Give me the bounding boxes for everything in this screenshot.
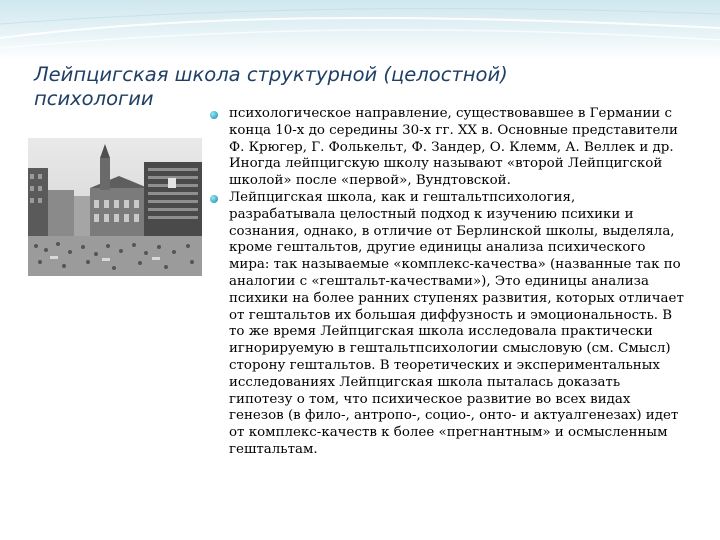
bullet-dot-icon xyxy=(210,111,218,119)
list-item xyxy=(208,106,684,190)
wave-decoration-icon xyxy=(0,0,720,60)
list-item xyxy=(208,190,684,459)
bullet-list xyxy=(208,106,684,459)
bullet-list-area xyxy=(208,106,684,459)
city-square-photo-icon xyxy=(28,138,202,276)
slide-title: Лейпцигская школа структурной (целостной) психологии xyxy=(34,63,508,110)
bullet-text: психологическое направление, существовавшее в Германии с конца 10-х до середины 30-х гг. XX в. Основные представители Ф. Крюгер, Г. Фолькельт, Ф. Зандер, О. Клемм, А. Веллек и др. Иногда лейпцигскую школу называют «второй Лейпцигской школой» после «первой», Вундтовской. xyxy=(229,106,678,189)
bullet-text: Лейпцигская школа, как и гештальтпсихология, разрабатывала целостный подход к изучению психики и сознания, однако, в отличие от Берлинской школы, выделяла, кроме гештальтов, другие единицы анализа психического мира: так называемые «комплекс-качества» (названные так по аналогии с «гештальт-качествами»), Это единицы анализа психики на более ранних ступенях развития, которых отличает от гештальтов их большая диффузность и эмоциональность. В то же время Лейпцигская школа исследовала практически игнорируемую в гештальтпсихологии смысловую (см. Смысл) сторону гештальтов. В теоретических и экспериментальных исследованиях Лейпцигская школа пыталась доказать гипотезу о том, что психическое развитие во всех видах генезов (в фило-, антропо-, социо-, онто- и актуалгенезах) идет от комплекс-качеств к более «прегнантным» и осмысленным гештальтам. xyxy=(229,189,684,457)
city-square-photo xyxy=(28,138,202,276)
bullet-dot-icon xyxy=(210,195,218,203)
header-decoration xyxy=(0,0,720,60)
